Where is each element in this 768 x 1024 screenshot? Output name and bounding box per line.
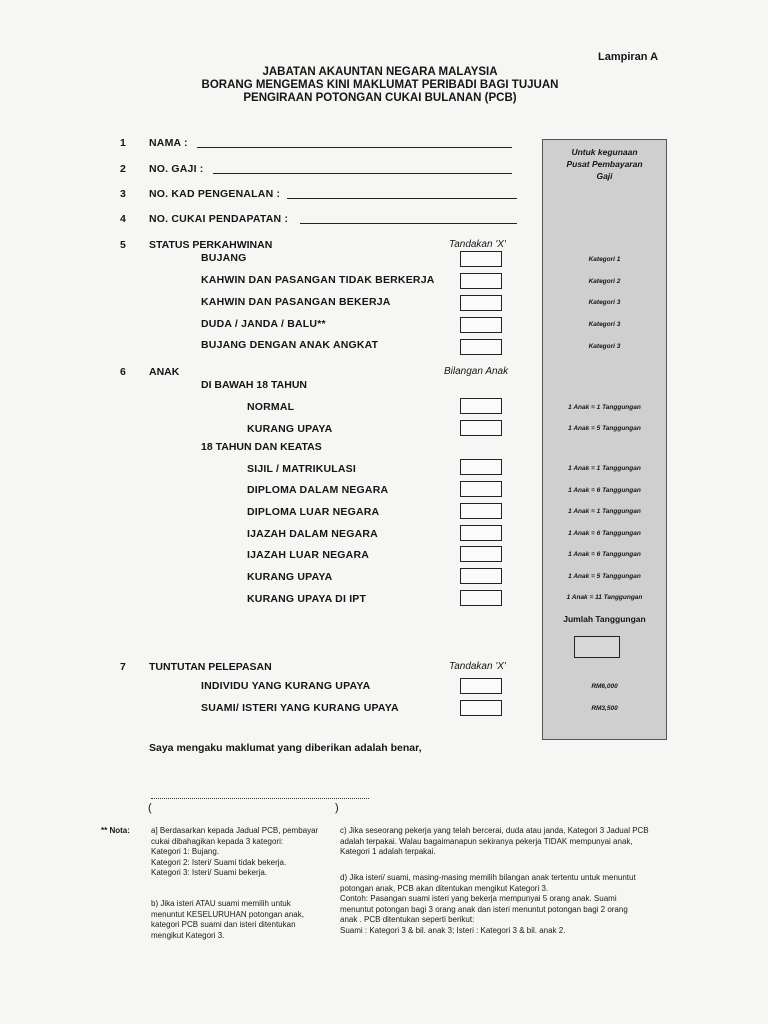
attachment-label: Lampiran A <box>598 51 659 63</box>
dependent-rate: 1 Anak = 6 Tanggungan <box>568 551 641 558</box>
relief-option-checkbox[interactable] <box>460 678 502 694</box>
child-count-box[interactable] <box>460 420 502 436</box>
child-count-box[interactable] <box>460 546 502 562</box>
note-b: b) Jika isteri ATAU suami memilih untuk menuntut KESELURUHAN potongan anak, kategori PCB suami dan isteri ditentukan mengikut Kategori 3. <box>151 899 304 940</box>
field-number: 3 <box>120 188 126 200</box>
dependent-rate: 1 Anak = 1 Tanggungan <box>568 465 641 472</box>
child-category-label: KURANG UPAYA DI IPT <box>247 593 367 605</box>
dependent-rate: 1 Anak = 5 Tanggungan <box>568 425 641 432</box>
field-number: 1 <box>120 137 126 149</box>
marital-option-checkbox[interactable] <box>460 251 502 267</box>
notes-label: ** Nota: <box>101 826 130 835</box>
salary-number-field[interactable] <box>213 173 512 174</box>
dependent-rate: 1 Anak = 1 Tanggungan <box>568 508 641 515</box>
note-a: a] Berdasarkan kepada Jadual PCB, pembayar cukai dibahagikan kepada 3 kategori: Kategori 1: Bujang. Kategori 2: Isteri/ Suami tidak bekerja. Kategori 3: Isteri/ Suami bekerja. <box>151 826 319 877</box>
children-title: ANAK <box>149 366 180 378</box>
total-dependents-box[interactable] <box>574 636 620 658</box>
dependent-rate: 1 Anak = 6 Tanggungan <box>568 530 641 537</box>
marital-option-label: BUJANG DENGAN ANAK ANGKAT <box>201 339 379 351</box>
child-category-label: IJAZAH DALAM NEGARA <box>247 528 378 540</box>
marital-option-checkbox[interactable] <box>460 273 502 289</box>
signature-line[interactable] <box>151 798 369 799</box>
department-title: JABATAN AKAUNTAN NEGARA MALAYSIA <box>262 66 498 78</box>
note-c: c) Jika seseorang pekerja yang telah bercerai, duda atau janda, Kategori 3 Jadual PCB adalah terpakai. Walau bagaimanapun sekiranya pekerja TIDAK mempunyai anak, Kategori 1 adalah terpakai. <box>340 826 649 856</box>
relief-amount: RM6,000 <box>591 683 618 690</box>
marital-status-title: STATUS PERKAHWINAN <box>149 239 273 251</box>
category-label: Kategori 3 <box>588 299 621 306</box>
dependent-rate: 1 Anak = 5 Tanggungan <box>568 573 641 580</box>
child-category-label: KURANG UPAYA <box>247 571 333 583</box>
child-count-box[interactable] <box>460 459 502 475</box>
relief-amount: RM3,500 <box>591 705 618 712</box>
field-number: 2 <box>120 163 126 175</box>
ic-number-label: NO. KAD PENGENALAN : <box>149 188 281 200</box>
category-label: Kategori 3 <box>588 321 621 328</box>
child-count-box[interactable] <box>460 525 502 541</box>
relief-option-label: INDIVIDU YANG KURANG UPAYA <box>201 680 371 692</box>
relief-option-label: SUAMI/ ISTERI YANG KURANG UPAYA <box>201 702 399 714</box>
child-count-box[interactable] <box>460 568 502 584</box>
marital-option-label: KAHWIN DAN PASANGAN TIDAK BERKERJA <box>201 274 435 286</box>
declaration-text: Saya mengaku maklumat yang diberikan adalah benar, <box>149 742 422 754</box>
marital-option-label: BUJANG <box>201 252 247 264</box>
section-number: 6 <box>120 366 126 378</box>
child-count-box[interactable] <box>460 481 502 497</box>
form-subtitle: PENGIRAAN POTONGAN CUKAI BULANAN (PCB) <box>243 92 517 104</box>
relief-option-checkbox[interactable] <box>460 700 502 716</box>
child-category-label: DIPLOMA LUAR NEGARA <box>247 506 380 518</box>
child-category-label: IJAZAH LUAR NEGARA <box>247 549 370 561</box>
name-field[interactable] <box>197 147 512 148</box>
form-title: BORANG MENGEMAS KINI MAKLUMAT PERIBADI BAGI TUJUAN <box>201 79 559 91</box>
child-category-label: SIJIL / MATRIKULASI <box>247 463 356 475</box>
category-label: Kategori 2 <box>588 278 621 285</box>
note-d: d) Jika isteri/ suami, masing-masing memilih bilangan anak tertentu untuk menuntut potongan anak, PCB akan ditentukan mengikut Kategori 3. Contoh: Pasangan suami isteri yang bekerja mempunyai 5 orang anak. Suami menuntut potongan bagi 3 orang anak dan isteri menuntut potongan bagi 2 orang anak . PCB ditentukan seperti berikut: Suami : Kategori 3 & bil. anak 3; Isteri : Kategori 3 & bil. anak 2. <box>340 873 636 935</box>
marital-option-label: DUDA / JANDA / BALU** <box>201 318 326 330</box>
field-number: 4 <box>120 213 126 225</box>
category-label: Kategori 1 <box>588 256 621 263</box>
total-dependents-label: Jumlah Tanggungan <box>563 614 646 624</box>
mark-x-instruction: Tandakan 'X' <box>449 661 506 672</box>
marital-option-checkbox[interactable] <box>460 317 502 333</box>
mark-x-instruction: Tandakan 'X' <box>449 239 506 250</box>
section-number: 5 <box>120 239 126 251</box>
name-bracket-open: ( <box>148 802 152 814</box>
child-count-box[interactable] <box>460 398 502 414</box>
form-header <box>0 66 768 105</box>
category-label: Kategori 3 <box>588 343 621 350</box>
child-category-label: NORMAL <box>247 401 295 413</box>
ic-number-field[interactable] <box>287 198 517 199</box>
marital-option-checkbox[interactable] <box>460 295 502 311</box>
tax-number-field[interactable] <box>300 223 517 224</box>
child-category-label: KURANG UPAYA <box>247 423 333 435</box>
dependent-rate: 1 Anak = 11 Tanggungan <box>566 594 643 601</box>
marital-option-label: KAHWIN DAN PASANGAN BEKERJA <box>201 296 391 308</box>
child-category-label: DIPLOMA DALAM NEGARA <box>247 484 389 496</box>
child-count-box[interactable] <box>460 503 502 519</box>
tax-number-label: NO. CUKAI PENDAPATAN : <box>149 213 289 225</box>
marital-option-checkbox[interactable] <box>460 339 502 355</box>
dependent-rate: 1 Anak = 6 Tanggungan <box>568 487 641 494</box>
salary-number-label: NO. GAJI : <box>149 163 204 175</box>
relief-claim-title: TUNTUTAN PELEPASAN <box>149 661 272 673</box>
name-bracket-close: ) <box>335 802 339 814</box>
dependent-rate: 1 Anak = 1 Tanggungan <box>568 404 641 411</box>
child-count-instruction: Bilangan Anak <box>444 366 509 377</box>
over-18-heading: 18 TAHUN DAN KEATAS <box>201 441 322 453</box>
office-use-heading: Untuk kegunaan Pusat Pembayaran Gaji <box>566 147 643 181</box>
name-label: NAMA : <box>149 137 188 149</box>
under-18-heading: DI BAWAH 18 TAHUN <box>201 379 307 391</box>
child-count-box[interactable] <box>460 590 502 606</box>
section-number: 7 <box>120 661 126 673</box>
